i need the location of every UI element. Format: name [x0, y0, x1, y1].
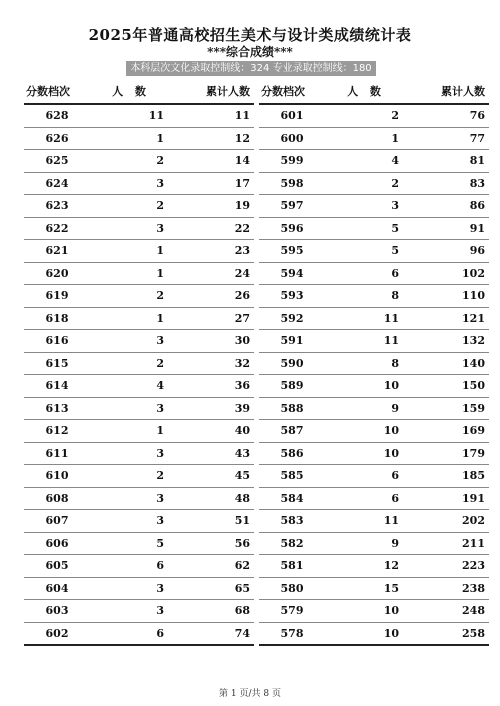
score-cell: 623	[45, 199, 69, 212]
table-row	[24, 488, 254, 511]
table-row	[24, 533, 254, 556]
score-cell: 582	[280, 536, 304, 550]
count-cell: 10	[383, 424, 399, 437]
table-row	[24, 263, 254, 286]
cumulative-cell: 23	[234, 244, 250, 257]
count-cell: 4	[391, 154, 399, 167]
score-cell: 580	[280, 581, 304, 595]
cumulative-cell: 86	[469, 199, 485, 212]
score-cell: 603	[45, 604, 69, 617]
header-score: 分数档次	[26, 85, 70, 98]
count-cell: 1	[156, 424, 164, 437]
count-cell: 3	[156, 334, 164, 347]
table-row	[259, 105, 489, 128]
count-cell: 11	[383, 334, 399, 347]
table-row	[259, 533, 489, 556]
table-row	[24, 555, 254, 578]
cumulative-cell: 14	[234, 154, 250, 167]
count-cell: 5	[391, 244, 399, 257]
score-cell: 594	[280, 266, 304, 280]
count-cell: 12	[383, 559, 399, 572]
table-row	[24, 353, 254, 376]
cumulative-cell: 140	[462, 356, 485, 370]
score-cell: 599	[280, 154, 304, 167]
count-cell: 3	[156, 401, 164, 415]
count-cell: 1	[391, 131, 399, 145]
cumulative-cell: 248	[462, 604, 485, 617]
count-cell: 11	[383, 311, 399, 325]
cumulative-cell: 81	[469, 154, 485, 167]
cumulative-cell: 102	[462, 266, 485, 280]
count-cell: 2	[156, 154, 164, 167]
cumulative-cell: 223	[462, 559, 485, 572]
score-cell: 586	[280, 446, 304, 460]
score-cell: 613	[45, 401, 69, 415]
count-cell: 11	[148, 109, 164, 122]
table-row	[259, 488, 489, 511]
count-cell: 3	[156, 581, 164, 595]
count-cell: 8	[391, 356, 399, 370]
table-row	[259, 330, 489, 353]
table-row	[259, 263, 489, 286]
cumulative-cell: 39	[234, 401, 250, 415]
cumulative-cell: 36	[234, 379, 250, 392]
score-cell: 621	[45, 244, 69, 257]
table-header	[259, 81, 489, 105]
table-row	[259, 240, 489, 263]
score-cell: 605	[45, 559, 69, 572]
table-row	[259, 195, 489, 218]
count-cell: 3	[156, 446, 164, 460]
table-row	[259, 128, 489, 151]
score-cell: 612	[45, 424, 69, 437]
table-row	[259, 465, 489, 488]
cumulative-cell: 202	[462, 514, 485, 527]
cumulative-cell: 62	[234, 559, 250, 572]
header-cumulative: 累计人数	[206, 85, 250, 98]
score-cell: 614	[45, 379, 69, 392]
count-cell: 6	[391, 266, 399, 280]
table-row	[24, 330, 254, 353]
count-cell: 2	[391, 176, 399, 190]
table-row	[24, 443, 254, 466]
score-cell: 622	[45, 221, 69, 235]
table-header	[24, 81, 254, 105]
table-row	[24, 285, 254, 308]
count-cell: 2	[156, 289, 164, 302]
cumulative-cell: 26	[234, 289, 250, 302]
table-row	[24, 578, 254, 601]
score-cell: 607	[45, 514, 69, 527]
table-row	[24, 375, 254, 398]
cumulative-cell: 238	[462, 581, 485, 595]
table-body	[259, 105, 489, 646]
cumulative-cell: 76	[469, 109, 485, 122]
count-cell: 6	[391, 469, 399, 482]
table-row	[259, 510, 489, 533]
count-cell: 6	[156, 559, 164, 572]
score-cell: 592	[280, 311, 304, 325]
table-row	[24, 218, 254, 241]
cumulative-cell: 11	[234, 109, 250, 122]
count-cell: 3	[156, 221, 164, 235]
count-cell: 10	[383, 379, 399, 392]
table-row	[24, 150, 254, 173]
score-cell: 620	[45, 266, 69, 280]
score-cell: 615	[45, 356, 69, 370]
table-row	[24, 465, 254, 488]
score-cell: 593	[280, 289, 304, 302]
header-count: 人 数	[112, 85, 146, 98]
table-row	[259, 285, 489, 308]
count-cell: 1	[156, 311, 164, 325]
score-cell: 596	[280, 221, 304, 235]
cumulative-cell: 56	[234, 536, 250, 550]
cumulative-cell: 24	[234, 266, 250, 280]
count-cell: 3	[156, 176, 164, 190]
count-cell: 3	[156, 514, 164, 527]
page-footer: 第 1 页/共 8 页	[219, 689, 281, 699]
table-row	[259, 218, 489, 241]
score-cell: 602	[45, 626, 69, 640]
table-row	[259, 173, 489, 196]
score-cell: 601	[280, 109, 304, 122]
count-cell: 10	[383, 604, 399, 617]
score-cell: 590	[280, 356, 304, 370]
cumulative-cell: 179	[462, 446, 485, 460]
table-row	[259, 600, 489, 623]
count-cell: 6	[156, 626, 164, 640]
count-cell: 5	[391, 221, 399, 235]
score-cell: 579	[280, 604, 304, 617]
table-row	[259, 375, 489, 398]
count-cell: 9	[391, 536, 399, 550]
table-row	[24, 240, 254, 263]
score-cell: 619	[45, 289, 69, 302]
count-cell: 10	[383, 446, 399, 460]
score-cell: 611	[45, 446, 69, 460]
table-row	[259, 398, 489, 421]
cumulative-cell: 22	[234, 221, 250, 235]
cumulative-cell: 17	[234, 176, 250, 190]
score-cell: 595	[280, 244, 304, 257]
score-cell: 598	[280, 176, 304, 190]
cumulative-cell: 45	[234, 469, 250, 482]
cumulative-cell: 132	[462, 334, 485, 347]
score-cell: 606	[45, 536, 69, 550]
table-body	[24, 105, 254, 646]
table-row	[259, 578, 489, 601]
table-row	[24, 173, 254, 196]
table-row	[24, 105, 254, 128]
header-count: 人 数	[347, 85, 381, 98]
cumulative-cell: 77	[469, 131, 485, 145]
score-cell: 584	[280, 491, 304, 505]
score-cell: 597	[280, 199, 304, 212]
cumulative-cell: 30	[234, 334, 250, 347]
cumulative-cell: 43	[234, 446, 250, 460]
count-cell: 2	[156, 199, 164, 212]
cumulative-cell: 121	[462, 311, 485, 325]
count-cell: 2	[391, 109, 399, 122]
score-cell: 626	[45, 131, 69, 145]
score-cell: 583	[280, 514, 304, 527]
score-cell: 581	[280, 559, 304, 572]
score-cell: 591	[280, 334, 304, 347]
count-cell: 8	[391, 289, 399, 302]
cumulative-cell: 32	[234, 356, 250, 370]
table-row	[259, 353, 489, 376]
score-cell: 604	[45, 581, 69, 595]
cumulative-cell: 48	[234, 491, 250, 505]
count-cell: 2	[156, 469, 164, 482]
table-row	[259, 308, 489, 331]
count-cell: 3	[391, 199, 399, 212]
count-cell: 10	[383, 626, 399, 640]
score-cell: 588	[280, 401, 304, 415]
table-row	[24, 398, 254, 421]
count-cell: 9	[391, 401, 399, 415]
cumulative-cell: 96	[469, 244, 485, 257]
table-row	[259, 443, 489, 466]
table-row	[24, 510, 254, 533]
count-cell: 1	[156, 244, 164, 257]
table-row	[24, 308, 254, 331]
cumulative-cell: 159	[462, 401, 485, 415]
count-cell: 11	[383, 514, 399, 527]
cumulative-cell: 185	[462, 469, 485, 482]
score-cell: 587	[280, 424, 304, 437]
cumulative-cell: 19	[234, 199, 250, 212]
count-cell: 1	[156, 266, 164, 280]
count-cell: 5	[156, 536, 164, 550]
score-cell: 624	[45, 176, 69, 190]
table-row	[259, 623, 489, 647]
table-row	[259, 150, 489, 173]
cumulative-cell: 51	[234, 514, 250, 527]
count-cell: 6	[391, 491, 399, 505]
count-cell: 2	[156, 356, 164, 370]
table-row	[259, 555, 489, 578]
score-table-right	[259, 81, 489, 646]
table-row	[24, 600, 254, 623]
score-cell: 610	[45, 469, 69, 482]
count-cell: 15	[383, 581, 399, 595]
table-row	[24, 623, 254, 647]
cumulative-cell: 110	[462, 289, 485, 302]
count-cell: 1	[156, 131, 164, 145]
cumulative-cell: 40	[234, 424, 250, 437]
header-score: 分数档次	[261, 85, 305, 98]
count-cell: 4	[156, 379, 164, 392]
score-cell: 608	[45, 491, 69, 505]
score-cell: 578	[280, 626, 304, 640]
score-cell: 628	[45, 109, 69, 122]
cumulative-cell: 211	[462, 536, 485, 550]
score-cell: 585	[280, 469, 304, 482]
cumulative-cell: 65	[234, 581, 250, 595]
control-line-banner: 本科层次文化录取控制线：324 专业录取控制线：180	[126, 61, 376, 76]
table-row	[259, 420, 489, 443]
cumulative-cell: 258	[462, 626, 485, 640]
cumulative-cell: 12	[234, 131, 250, 145]
score-cell: 616	[45, 334, 69, 347]
score-table-left	[24, 81, 254, 646]
score-cell: 618	[45, 311, 69, 325]
score-cell: 625	[45, 154, 69, 167]
cumulative-cell: 169	[462, 424, 485, 437]
cumulative-cell: 150	[462, 379, 485, 392]
cumulative-cell: 68	[234, 604, 250, 617]
cumulative-cell: 74	[234, 626, 250, 640]
count-cell: 3	[156, 491, 164, 505]
cumulative-cell: 191	[462, 491, 485, 505]
cumulative-cell: 91	[469, 221, 485, 235]
score-cell: 589	[280, 379, 304, 392]
header-cumulative: 累计人数	[441, 85, 485, 98]
page-subtitle: ***综合成绩***	[207, 45, 293, 59]
count-cell: 3	[156, 604, 164, 617]
cumulative-cell: 27	[234, 311, 250, 325]
score-cell: 600	[280, 131, 304, 145]
cumulative-cell: 83	[469, 176, 485, 190]
table-row	[24, 195, 254, 218]
table-row	[24, 420, 254, 443]
table-row	[24, 128, 254, 151]
page-title: 2025年普通高校招生美术与设计类成绩统计表	[88, 26, 412, 44]
